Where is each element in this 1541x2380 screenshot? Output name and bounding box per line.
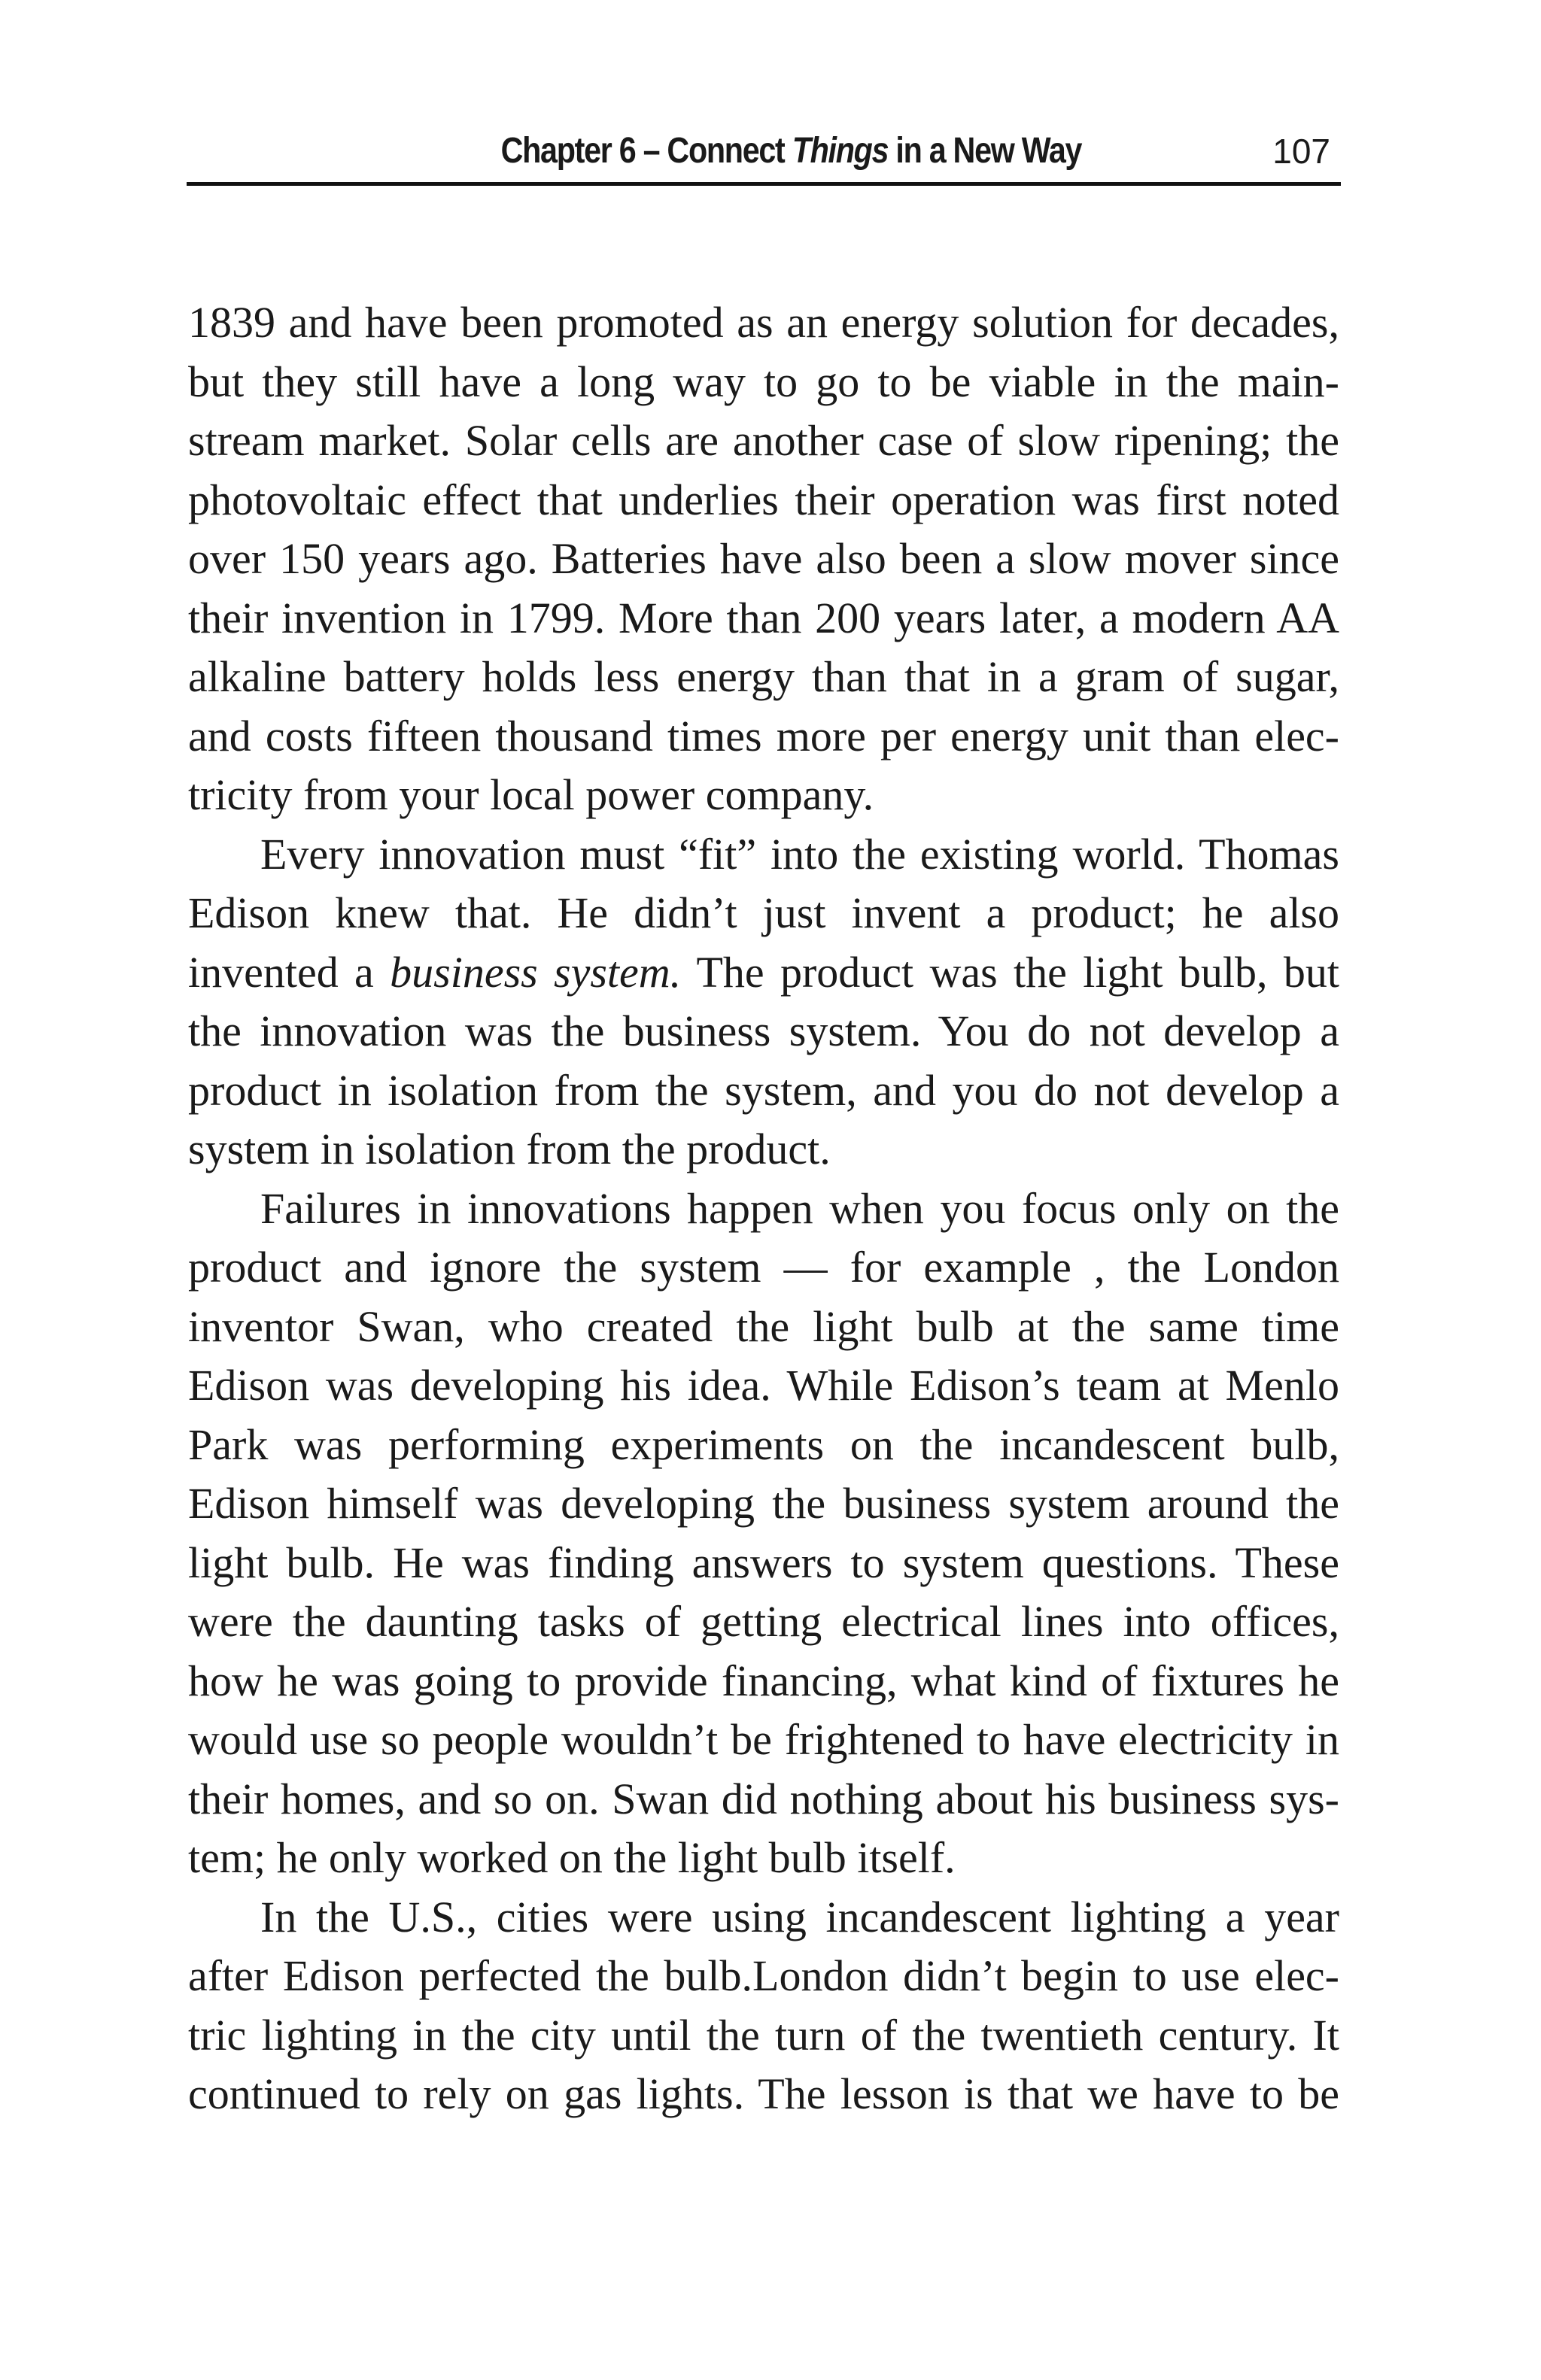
text-line: inventor Swan, who created the light bulb at the same time xyxy=(188,1301,1339,1351)
text-line: Edison was developing his idea. While Edison’s team at Menlo xyxy=(188,1361,1339,1410)
page-number: 107 xyxy=(1272,132,1330,171)
paragraph-4 xyxy=(188,1888,1339,2124)
text-line: after Edison perfected the bulb.London didn’t begin to use elec- xyxy=(188,1951,1339,2000)
paragraph-2 xyxy=(188,825,1339,1179)
text-line: product and ignore the system — for example , the London xyxy=(188,1243,1339,1292)
chapter-title-suffix: in a New Way xyxy=(888,131,1081,171)
text-line: photovoltaic effect that underlies their operation was first noted xyxy=(188,475,1339,524)
text-line: their homes, and so on. Swan did nothing about his business sys- xyxy=(188,1774,1339,1823)
text-line-with-emphasis xyxy=(188,943,1339,1003)
text-line: over 150 years ago. Batteries have also been a slow mover since xyxy=(188,534,1339,583)
text-line: stream market. Solar cells are another case of slow ripening; the xyxy=(188,416,1339,465)
text-line: Edison knew that. He didn’t just invent a product; he also xyxy=(188,888,1339,937)
chapter-title xyxy=(500,130,1081,172)
running-header xyxy=(187,119,1341,186)
chapter-title-emphasis: Things xyxy=(792,131,889,171)
text-line: Failures in innovations happen when you focus only on the xyxy=(260,1183,1339,1233)
text-line: the innovation was the business system. You do not develop a xyxy=(188,1006,1339,1055)
text-line: would use so people wouldn’t be frightened to have electricity in xyxy=(188,1715,1339,1764)
text-line: continued to rely on gas lights. The lesson is that we have to be xyxy=(188,2069,1339,2118)
text-line: light bulb. He was finding answers to system questions. These xyxy=(188,1538,1339,1587)
text-line: their invention in 1799. More than 200 years later, a modern AA xyxy=(188,593,1339,642)
line-prefix: invented a xyxy=(188,947,391,997)
text-line: Edison himself was developing the business system around the xyxy=(188,1479,1339,1528)
text-line: Park was performing experiments on the incandescent bulb, xyxy=(188,1419,1339,1469)
emphasis-business-system: business system. xyxy=(390,947,682,997)
text-line: were the daunting tasks of getting electrical lines into offices, xyxy=(188,1597,1339,1646)
text-line: but they still have a long way to go to be viable in the main- xyxy=(188,357,1339,406)
text-line: In the U.S., cities were using incandescent lighting a year xyxy=(260,1892,1339,1941)
body-text xyxy=(188,293,1339,2124)
text-line: how he was going to provide financing, what kind of fixtures he xyxy=(188,1656,1339,1705)
text-line: Every innovation must “fit” into the existing world. Thomas xyxy=(260,829,1339,879)
line-suffix: The product was the light bulb, but xyxy=(681,947,1339,997)
paragraph-3 xyxy=(188,1179,1339,1888)
text-line: tricity from your local power company. xyxy=(188,770,874,819)
text-line: tem; he only worked on the light bulb itself. xyxy=(188,1833,956,1882)
text-line: and costs fifteen thousand times more per energy unit than elec- xyxy=(188,711,1339,760)
text-line: 1839 and have been promoted as an energy solution for decades, xyxy=(188,298,1339,347)
text-line: system in isolation from the product. xyxy=(188,1125,831,1173)
text-line: tric lighting in the city until the turn of the twentieth century. It xyxy=(188,2010,1339,2060)
text-line: product in isolation from the system, and you do not develop a xyxy=(188,1065,1339,1115)
text-line: alkaline battery holds less energy than that in a gram of sugar, xyxy=(188,652,1339,701)
paragraph-1 xyxy=(188,293,1339,825)
chapter-title-prefix: Chapter 6 – Connect xyxy=(500,131,792,171)
